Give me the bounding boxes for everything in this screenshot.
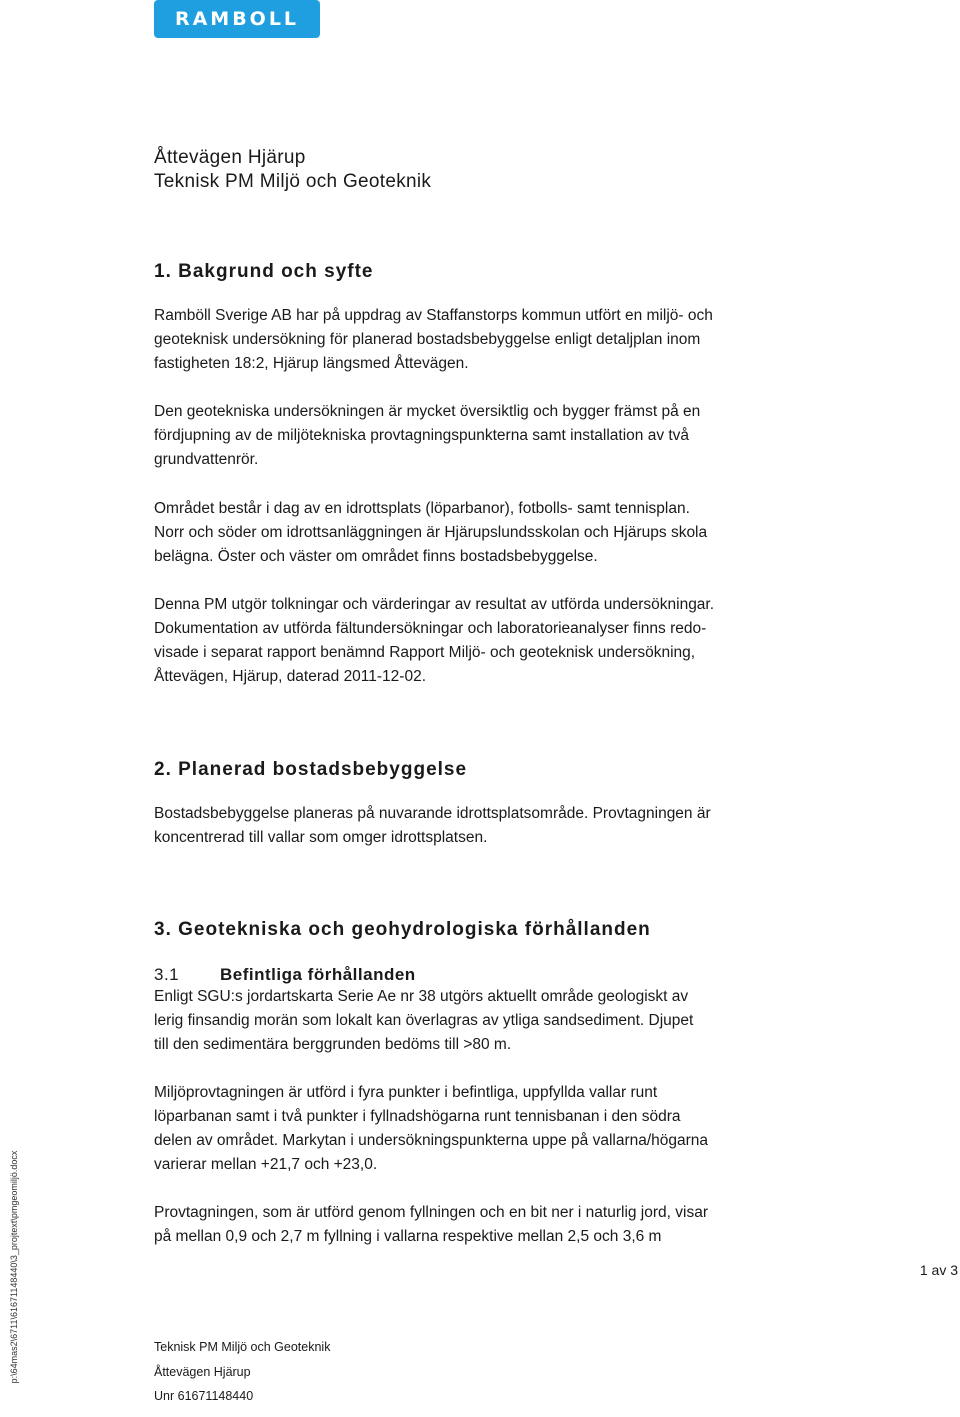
section-3-paragraph-2 bbox=[154, 1081, 854, 1177]
title-line-2: Teknisk PM Miljö och Geoteknik bbox=[154, 171, 432, 192]
text-line: Provtagningen, som är utförd genom fyllningen och en bit ner i naturlig jord, visar bbox=[154, 1204, 708, 1221]
text-line: grundvattenrör. bbox=[154, 451, 259, 468]
text-line: Dokumentation av utförda fältundersökningar och laboratorieanalyser finns redo- bbox=[154, 620, 707, 637]
section-2-heading: 2. Planerad bostadsbebyggelse bbox=[154, 759, 468, 780]
footer-line-2: Åttevägen Hjärup bbox=[154, 1365, 251, 1379]
section-1-heading: 1. Bakgrund och syfte bbox=[154, 261, 374, 282]
text-line: Den geotekniska undersökningen är mycket översiktlig och bygger främst på en bbox=[154, 403, 701, 420]
section-1-paragraph-2 bbox=[154, 400, 854, 472]
text-line: fastigheten 18:2, Hjärup längsmed Åttevägen. bbox=[154, 355, 469, 372]
text-line: belägna. Öster och väster om området finns bostadsbebyggelse. bbox=[154, 548, 598, 565]
text-line: Enligt SGU:s jordartskarta Serie Ae nr 38 utgörs aktuellt område geologiskt av bbox=[154, 988, 689, 1005]
title-line-1: Åttevägen Hjärup bbox=[154, 147, 306, 168]
text-line: löparbanan samt i två punkter i fyllnadshögarna runt tennisbanan i den södra bbox=[154, 1108, 681, 1125]
text-line: till den sedimentära berggrunden bedöms till >80 m. bbox=[154, 1036, 512, 1053]
text-line: Området består i dag av en idrottsplats (löparbanor), fotbolls- samt tennisplan. bbox=[154, 500, 690, 517]
text-line: geoteknisk undersökning för planerad bostadsbebyggelse enligt detaljplan inom bbox=[154, 331, 701, 348]
page-number: 1 av 3 bbox=[919, 1262, 958, 1278]
text-line: koncentrerad till vallar som omger idrottsplatsen. bbox=[154, 829, 488, 846]
text-line: Ramböll Sverige AB har på uppdrag av Staffanstorps kommun utfört en miljö- och bbox=[154, 307, 713, 324]
text-line: på mellan 0,9 och 2,7 m fyllning i vallarna respektive mellan 2,5 och 3,6 m bbox=[154, 1228, 662, 1245]
subsection-3-1-heading bbox=[154, 964, 416, 986]
text-line: Åttevägen, Hjärup, daterad 2011-12-02. bbox=[154, 668, 427, 685]
text-line: lerig finsandig morän som lokalt kan överlagras av ytliga sandsediment. Djupet bbox=[154, 1012, 694, 1029]
text-line: visade i separat rapport benämnd Rapport Miljö- och geoteknisk undersökning, bbox=[154, 644, 696, 661]
section-2-paragraph-1 bbox=[154, 802, 854, 850]
file-path-label: p:\64mas2\6711\61671148440\3_projtext\pmgeomiljö.docx bbox=[9, 1150, 19, 1384]
subsection-title: Befintliga förhållanden bbox=[220, 965, 416, 984]
footer-line-3: Unr 61671148440 bbox=[154, 1389, 254, 1403]
footer-line-1: Teknisk PM Miljö och Geoteknik bbox=[154, 1340, 331, 1354]
section-1-paragraph-1 bbox=[154, 304, 854, 376]
section-1-paragraph-3 bbox=[154, 497, 854, 569]
ramboll-logo: RAMBOLL bbox=[154, 0, 320, 38]
text-line: fördjupning av de miljötekniska provtagningspunkterna samt installation av två bbox=[154, 427, 690, 444]
text-line: Bostadsbebyggelse planeras på nuvarande idrottsplatsområde. Provtagningen är bbox=[154, 805, 711, 822]
text-line: delen av området. Markytan i undersökningspunkterna uppe på vallarna/högarna bbox=[154, 1132, 709, 1149]
text-line: Norr och söder om idrottsanläggningen är Hjärupslundsskolan och Hjärups skola bbox=[154, 524, 708, 541]
subsection-number: 3.1 bbox=[154, 965, 180, 984]
section-3-paragraph-3 bbox=[154, 1201, 854, 1249]
section-3-paragraph-1 bbox=[154, 985, 854, 1057]
text-line: varierar mellan +21,7 och +23,0. bbox=[154, 1156, 378, 1173]
text-line: Miljöprovtagningen är utförd i fyra punkter i befintliga, uppfyllda vallar runt bbox=[154, 1084, 658, 1101]
text-line: Denna PM utgör tolkningar och värderingar av resultat av utförda undersökningar. bbox=[154, 596, 715, 613]
section-3-heading: 3. Geotekniska och geohydrologiska förhållanden bbox=[154, 919, 651, 940]
document-title bbox=[154, 146, 431, 194]
section-1-paragraph-4 bbox=[154, 593, 854, 689]
